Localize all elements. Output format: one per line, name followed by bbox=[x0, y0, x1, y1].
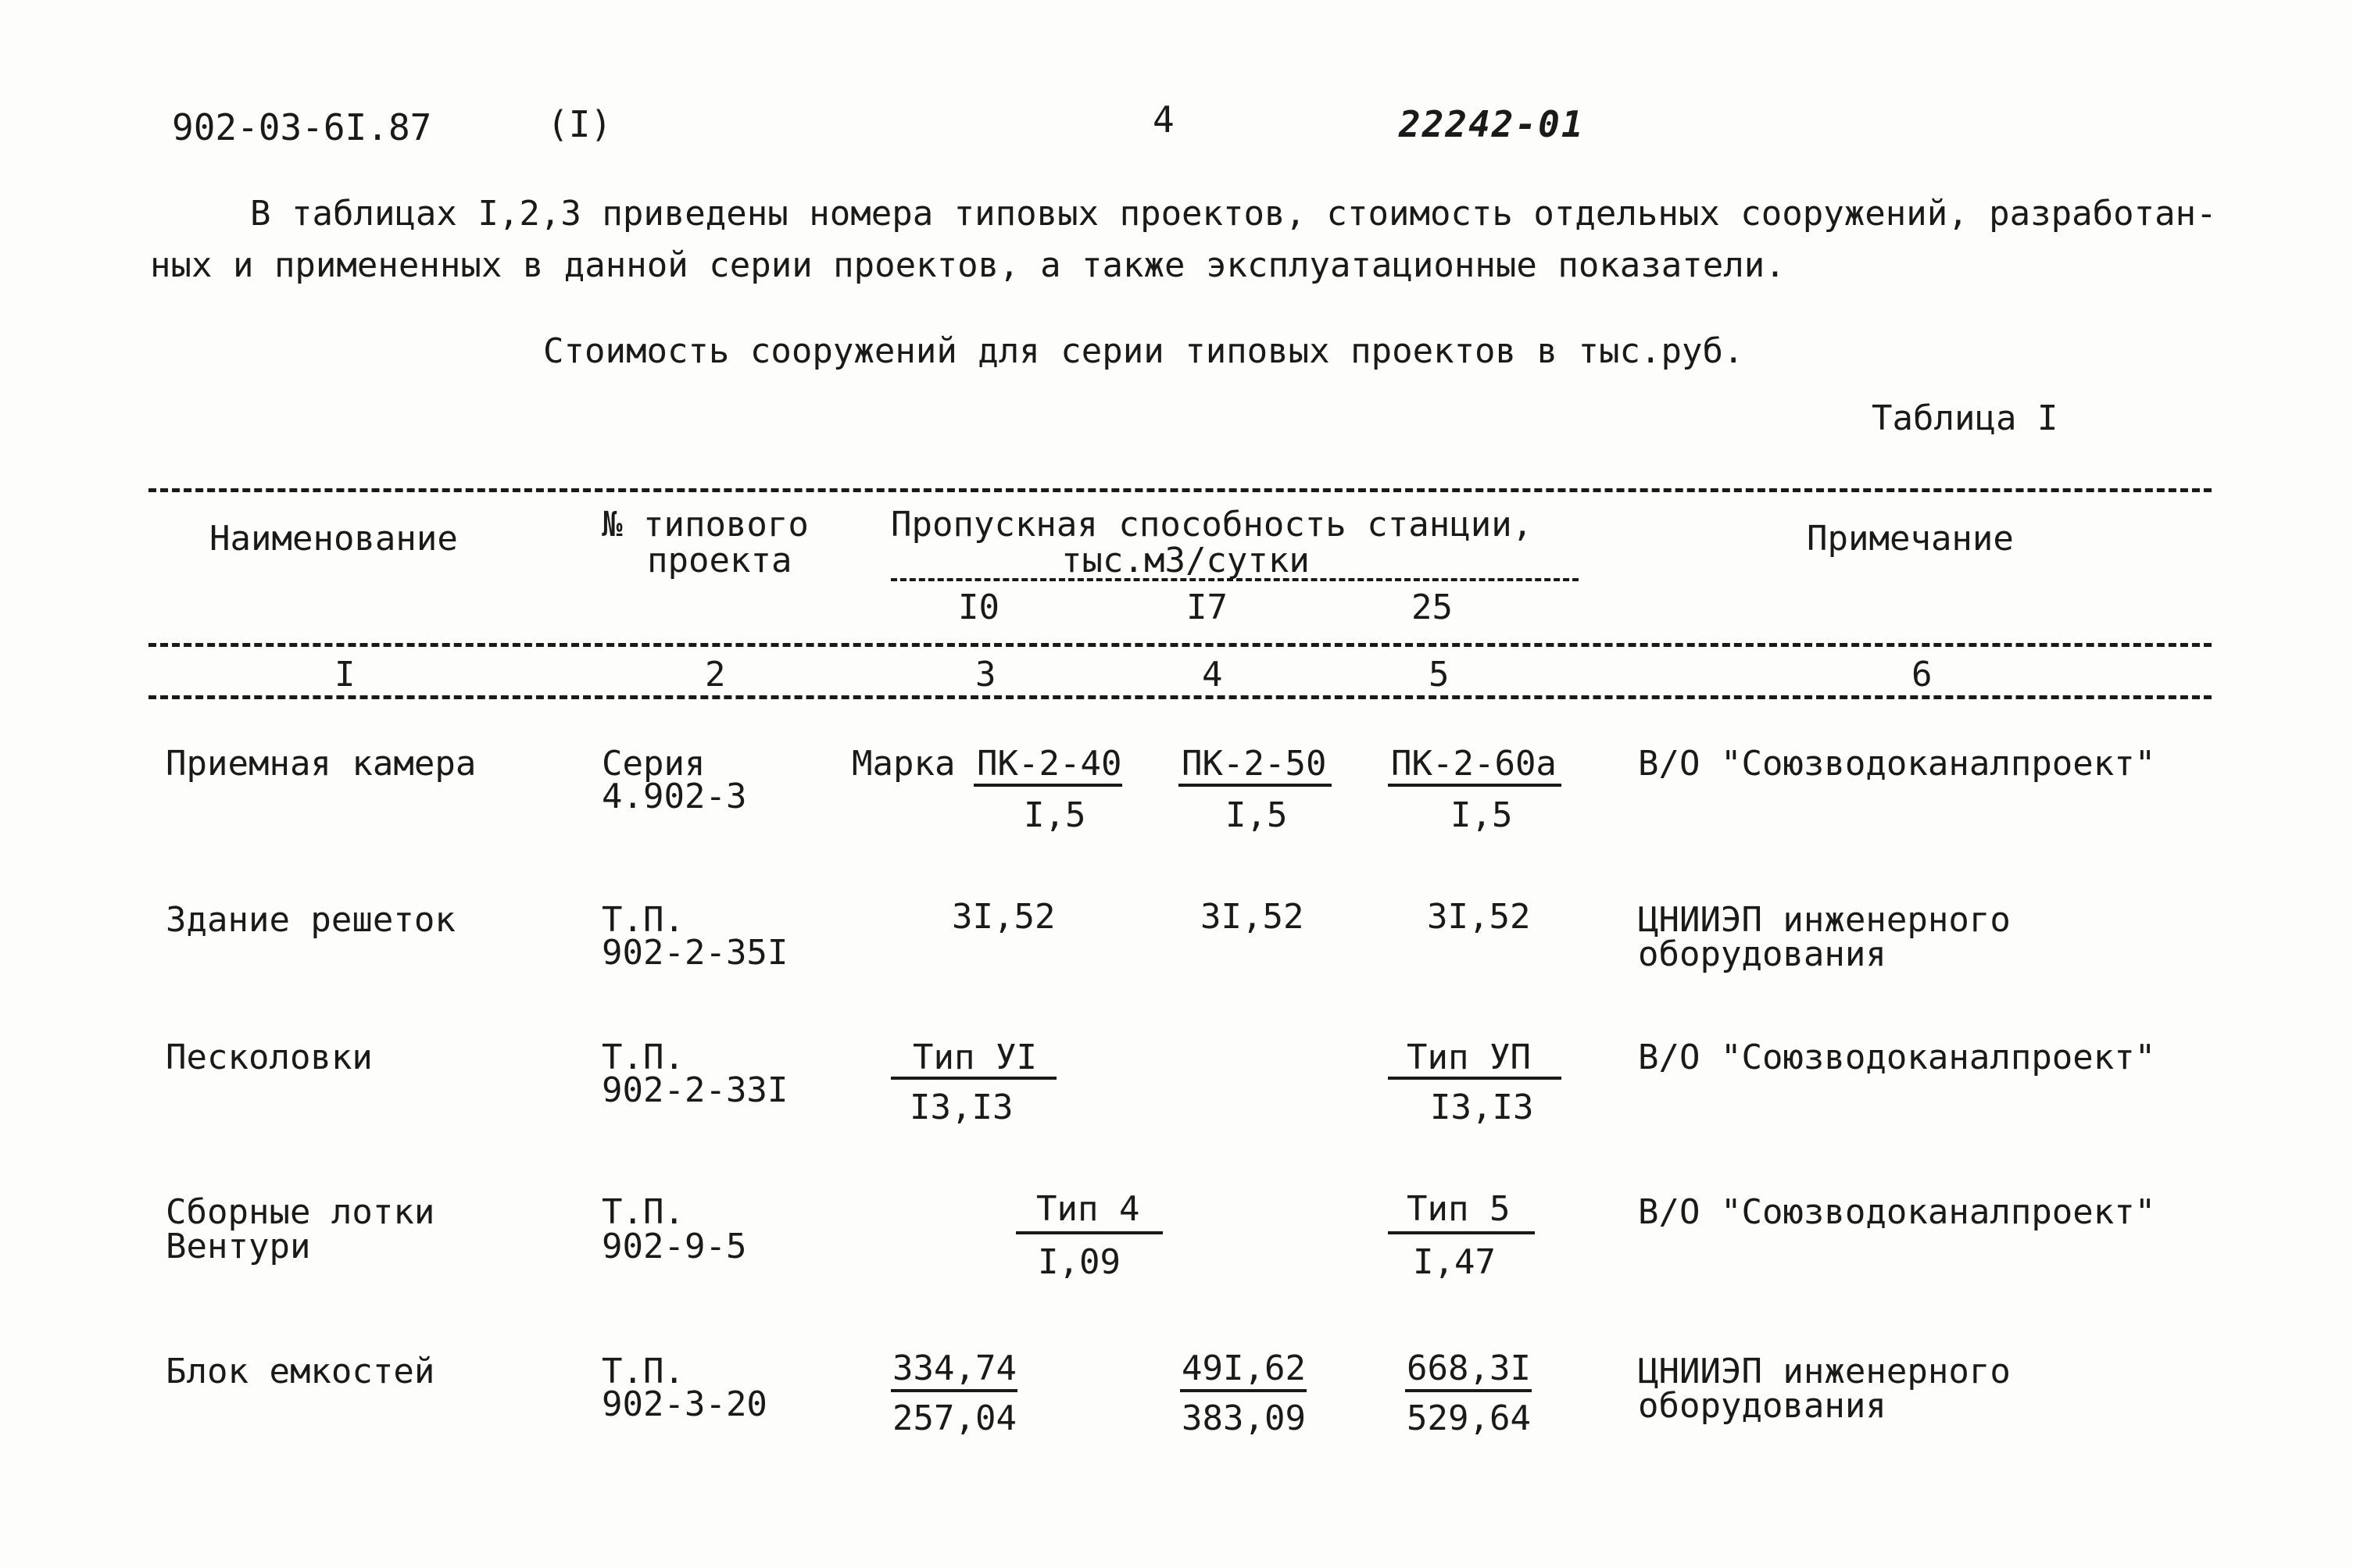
document-code: 902-03-6I.87 bbox=[172, 106, 432, 148]
row2-c10: 3I,52 bbox=[952, 897, 1056, 937]
row1-c25-fraction-bar bbox=[1388, 784, 1561, 787]
table-top-rule bbox=[148, 488, 2212, 492]
row4-project-line1: Т.П. bbox=[602, 1192, 685, 1232]
row5-c10-fraction-bar bbox=[891, 1389, 1017, 1392]
row1-project-line2: 4.902-3 bbox=[602, 777, 747, 816]
row3-project-line1: Т.П. bbox=[602, 1038, 685, 1077]
col-number-3: 3 bbox=[975, 655, 996, 695]
row2-name: Здание решеток bbox=[166, 900, 456, 940]
row4-c1017-bottom: I,09 bbox=[1038, 1242, 1121, 1282]
row3-c25-top: Тип УП bbox=[1407, 1038, 1531, 1077]
header-capacity-25: 25 bbox=[1411, 588, 1453, 627]
row2-c25: 3I,52 bbox=[1427, 897, 1531, 937]
row1-c10-fraction-bar bbox=[974, 784, 1122, 787]
row5-project-line2: 902-3-20 bbox=[602, 1384, 767, 1424]
row3-c10-fraction-bar bbox=[891, 1077, 1057, 1080]
col-number-4: 4 bbox=[1202, 655, 1223, 695]
row1-c25-bottom: I,5 bbox=[1450, 795, 1513, 835]
row5-project-line1: Т.П. bbox=[602, 1352, 685, 1391]
row4-c1017-top: Тип 4 bbox=[1036, 1189, 1140, 1229]
header-capacity-10: I0 bbox=[958, 588, 999, 627]
row2-project-line1: Т.П. bbox=[602, 900, 685, 940]
row4-c1017-fraction-bar bbox=[1016, 1231, 1163, 1234]
row4-name-line1: Сборные лотки bbox=[166, 1192, 435, 1232]
row3-note: В/О "Союзводоканалпроект" bbox=[1638, 1038, 2156, 1077]
row1-c25-top: ПК-2-60а bbox=[1391, 744, 1557, 784]
header-project-line1: № типового bbox=[602, 505, 809, 545]
row5-note-line2: оборудования bbox=[1638, 1386, 1886, 1426]
row4-note: В/О "Союзводоканалпроект" bbox=[1638, 1192, 2156, 1232]
row1-c17-bottom: I,5 bbox=[1225, 795, 1288, 835]
row1-c10-bottom: I,5 bbox=[1024, 795, 1086, 835]
row2-note-line1: ЦНИИЭП инженерного bbox=[1638, 900, 2011, 940]
table-title: Стоимость сооружений для серии типовых проектов в тыс.руб. bbox=[543, 331, 1744, 371]
row1-c10-top: ПК-2-40 bbox=[977, 744, 1122, 784]
row5-name: Блок емкостей bbox=[166, 1352, 435, 1391]
row1-prefix: Марка bbox=[852, 744, 956, 784]
part-number: (I) bbox=[547, 103, 613, 145]
row4-project-line2: 902-9-5 bbox=[602, 1227, 747, 1266]
header-capacity-17: I7 bbox=[1186, 588, 1228, 627]
header-name: Наименование bbox=[209, 519, 458, 559]
inventory-stamp: 22242-01 bbox=[1399, 103, 1585, 145]
row5-c25-bottom: 529,64 bbox=[1407, 1398, 1531, 1438]
col-number-6: 6 bbox=[1911, 655, 1933, 695]
row4-c25-fraction-bar bbox=[1388, 1231, 1535, 1234]
row1-note: В/О "Союзводоканалпроект" bbox=[1638, 744, 2156, 784]
capacity-subrule bbox=[891, 578, 1579, 581]
row5-c17-bottom: 383,09 bbox=[1182, 1398, 1306, 1438]
header-capacity-line2: тыс.м3/сутки bbox=[1061, 541, 1310, 580]
row5-c25-fraction-bar bbox=[1405, 1389, 1532, 1392]
intro-line-1: В таблицах I,2,3 приведены номера типовых проектов, стоимость отдельных сооружений, разработан- bbox=[250, 194, 2217, 234]
row5-c10-top: 334,74 bbox=[892, 1348, 1017, 1388]
row3-project-line2: 902-2-33I bbox=[602, 1070, 789, 1110]
header-note: Примечание bbox=[1807, 519, 2014, 559]
row3-c25-fraction-bar bbox=[1388, 1077, 1561, 1080]
row3-c25-bottom: I3,I3 bbox=[1430, 1088, 1534, 1127]
row4-name-line2: Вентури bbox=[166, 1227, 311, 1266]
intro-line-2: ных и примененных в данной серии проектов, а также эксплуатационные показатели. bbox=[150, 245, 1786, 285]
col-number-1: I bbox=[334, 655, 356, 695]
row1-name: Приемная камера bbox=[166, 744, 477, 784]
header-project-line2: проекта bbox=[647, 541, 792, 580]
row5-c10-bottom: 257,04 bbox=[892, 1398, 1017, 1438]
row5-c25-top: 668,3I bbox=[1407, 1348, 1531, 1388]
row3-name: Песколовки bbox=[166, 1038, 373, 1077]
numbers-bottom-rule bbox=[148, 695, 2212, 699]
row1-c17-fraction-bar bbox=[1178, 784, 1332, 787]
row1-project-line1: Серия bbox=[602, 744, 706, 784]
table-label: Таблица I bbox=[1872, 398, 2058, 438]
row5-c17-top: 49I,62 bbox=[1182, 1348, 1306, 1388]
row3-c10-top: Тип УI bbox=[913, 1038, 1037, 1077]
row5-note-line1: ЦНИИЭП инженерного bbox=[1638, 1352, 2011, 1391]
col-number-2: 2 bbox=[705, 655, 726, 695]
header-capacity-line1: Пропускная способность станции, bbox=[891, 505, 1533, 545]
row4-c25-top: Тип 5 bbox=[1407, 1189, 1511, 1229]
row3-c10-bottom: I3,I3 bbox=[910, 1088, 1014, 1127]
row4-c25-bottom: I,47 bbox=[1413, 1242, 1496, 1282]
row5-c17-fraction-bar bbox=[1180, 1389, 1307, 1392]
row2-project-line2: 902-2-35I bbox=[602, 933, 789, 973]
row2-c17: 3I,52 bbox=[1200, 897, 1304, 937]
row1-c17-top: ПК-2-50 bbox=[1182, 744, 1327, 784]
row2-note-line2: оборудования bbox=[1638, 934, 1886, 974]
page-number: 4 bbox=[1153, 98, 1175, 141]
col-number-5: 5 bbox=[1429, 655, 1450, 695]
numbers-top-rule bbox=[148, 643, 2212, 647]
